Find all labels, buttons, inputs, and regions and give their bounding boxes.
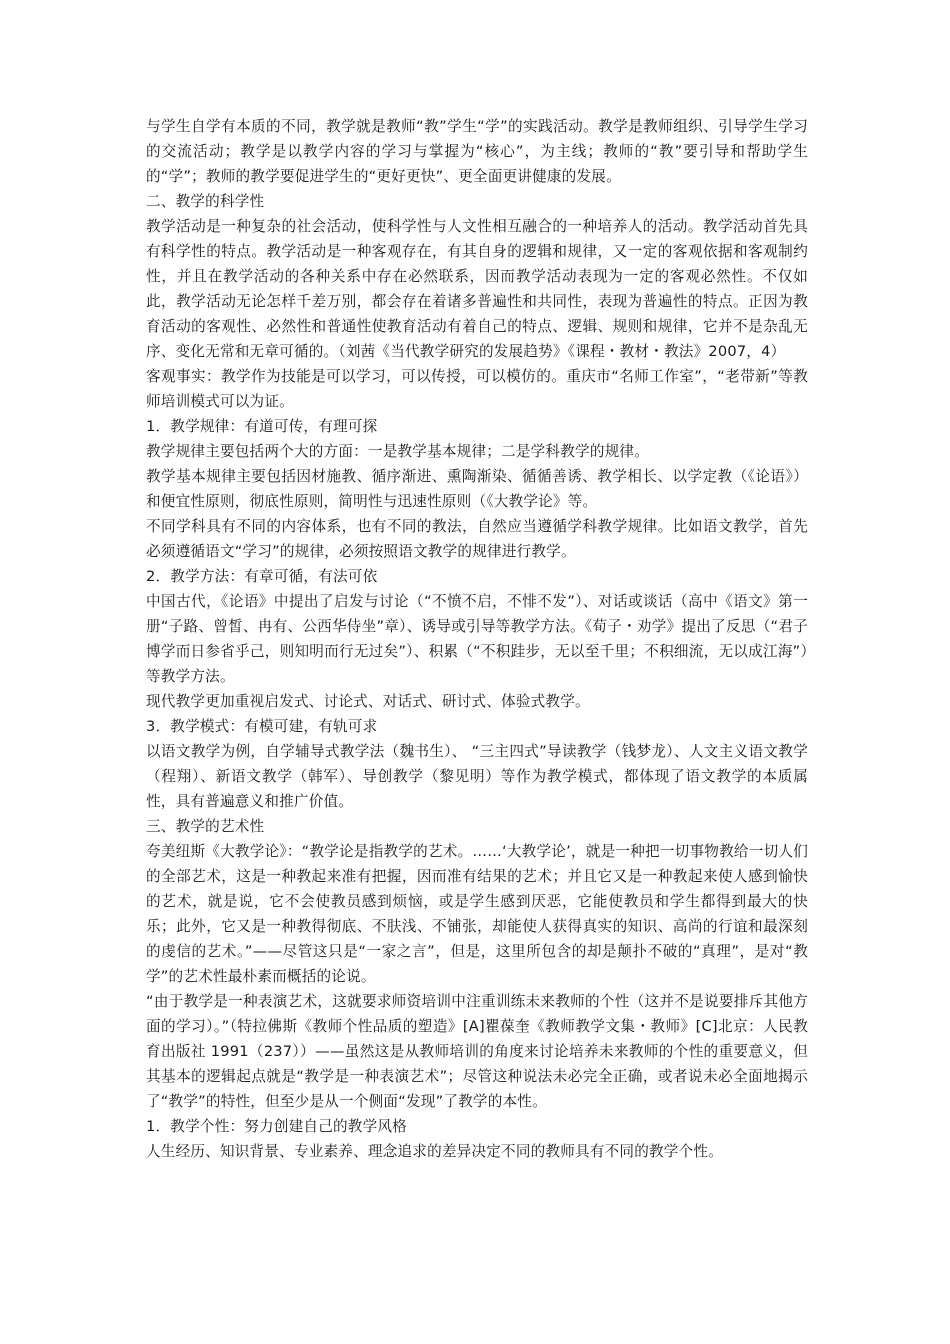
paragraph-modern-methods: 现代教学更加重视启发式、讨论式、对话式、研讨式、体验式教学。 [146,693,590,710]
paragraph-performance-art: “由于教学是一种表演艺术，这就要求师资培训中注重训练未来教师的个性（这并不是说要排斥其他方面的学习）。”（特拉佛斯《教师个性品质的塑造》[A]瞿葆奎《教师教学文集・教师》[C]北京：人民教育出版社 1991（237））——虽然这是从教师培训的角度来讨论培养未来教师的个性的重要意义，但其基本的逻辑起点就是“教学是一种表演艺术”；尽管这种说法未必完全正确，或者说未必全面地揭示了“教学”的特性，但至少是从一个侧面“发现”了教学的本性。 [146,993,808,1110]
paragraph-ancient-methods: 中国古代，《论语》中提出了启发与讨论（“不愤不启，不悱不发”）、对话或谈话（高中《语文》第一册“子路、曾皙、冉有、公西华侍坐”章）、诱导或引导等教学方法。《荀子・劝学》提出了反思（“君子博学而日参省乎己，则知明而行无过矣”）、积累（“不积跬步，无以至千里；不积细流，无以成江海”）等教学方法。 [146,593,808,685]
paragraph-comenius-quote: 夸美纽斯《大教学论》：“教学论是指教学的艺术。……‘大教学论’，就是一种把一切事物教给一切人们的全部艺术，这是一种教起来准有把握，因而准有结果的艺术；并且它又是一种教起来使人感到愉快的艺术，就是说，它不会使教员感到烦恼，或是学生感到厌恶，它能使教员和学生都得到最大的快乐；此外，它又是一种教得彻底、不肤浅、不铺张，却能使人获得真实的知识、高尚的行谊和最深刻的虔信的艺术。”——尽管这只是“一家之言”，但是，这里所包含的却是颠扑不破的“真理”，是对“教学”的艺术性最朴素而概括的论说。 [146,843,808,985]
document-page [146,114,808,1164]
paragraph-personality: 人生经历、知识背景、专业素养、理念追求的差异决定不同的教师具有不同的教学个性。 [146,1143,723,1160]
paragraph-intro: 与学生自学有本质的不同，教学就是教师“教”学生“学”的实践活动。教学是教师组织、引导学生学习的交流活动；教学是以教学内容的学习与掌握为“核心”，为主线；教师的“教”要引导和帮助学生的“学”；教师的教学要促进学生的“更好更快”、更全面更讲健康的发展。 [146,118,808,185]
subheading-teaching-method: 2．教学方法：有章可循，有法可依 [146,568,378,585]
section-heading-scientific: 二、教学的科学性 [146,193,265,210]
paragraph-objective-fact: 客观事实：教学作为技能是可以学习，可以传授，可以模仿的。重庆市“名师工作室”，“老带新”等教师培训模式可以为证。 [146,368,808,410]
paragraph-subject-laws: 不同学科具有不同的内容体系，也有不同的教法，自然应当遵循学科教学规律。比如语文教学，首先必须遵循语文“学习”的规律，必须按照语文教学的规律进行教学。 [146,518,808,560]
paragraph-law-aspects: 教学规律主要包括两个大的方面：一是教学基本规律；二是学科教学的规律。 [146,443,649,460]
subheading-teaching-model: 3．教学模式：有模可建，有轨可求 [146,718,378,735]
section-heading-artistic: 三、教学的艺术性 [146,818,265,835]
subheading-teaching-law: 1．教学规律：有道可传，有理可探 [146,418,378,435]
paragraph-scientific-nature: 教学活动是一种复杂的社会活动，使科学性与人文性相互融合的一种培养人的活动。教学活动首先具有科学性的特点。教学活动是一种客观存在，有其自身的逻辑和规律，又一定的客观依据和客观制约性，并且在教学活动的各种关系中存在必然联系，因而教学活动表现为一定的客观必然性。不仅如此，教学活动无论怎样千差万别，都会存在着诸多普遍性和共同性，表现为普遍性的特点。正因为教育活动的客观性、必然性和普通性使教育活动有着自己的特点、逻辑、规则和规律，它并不是杂乱无序、变化无常和无章可循的。（刘茜《当代教学研究的发展趋势》《课程・教材・教法》2007，4） [146,218,808,360]
subheading-teaching-personality: 1．教学个性：努力创建自己的教学风格 [146,1118,407,1135]
paragraph-model-examples: 以语文教学为例，自学辅导式教学法（魏书生）、 “三主四式”导读教学（钱梦龙）、人文主义语文教学（程翔）、新语文教学（韩军）、导创教学（黎见明）等作为教学模式，都体现了语文教学的本质属性，具有普遍意义和推广价值。 [146,743,808,810]
paragraph-basic-laws: 教学基本规律主要包括因材施教、循序渐进、熏陶渐染、循循善诱、教学相长、以学定教（《论语》）和便宜性原则，彻底性原则，简明性与迅速性原则（《大教学论》等。 [146,468,808,510]
